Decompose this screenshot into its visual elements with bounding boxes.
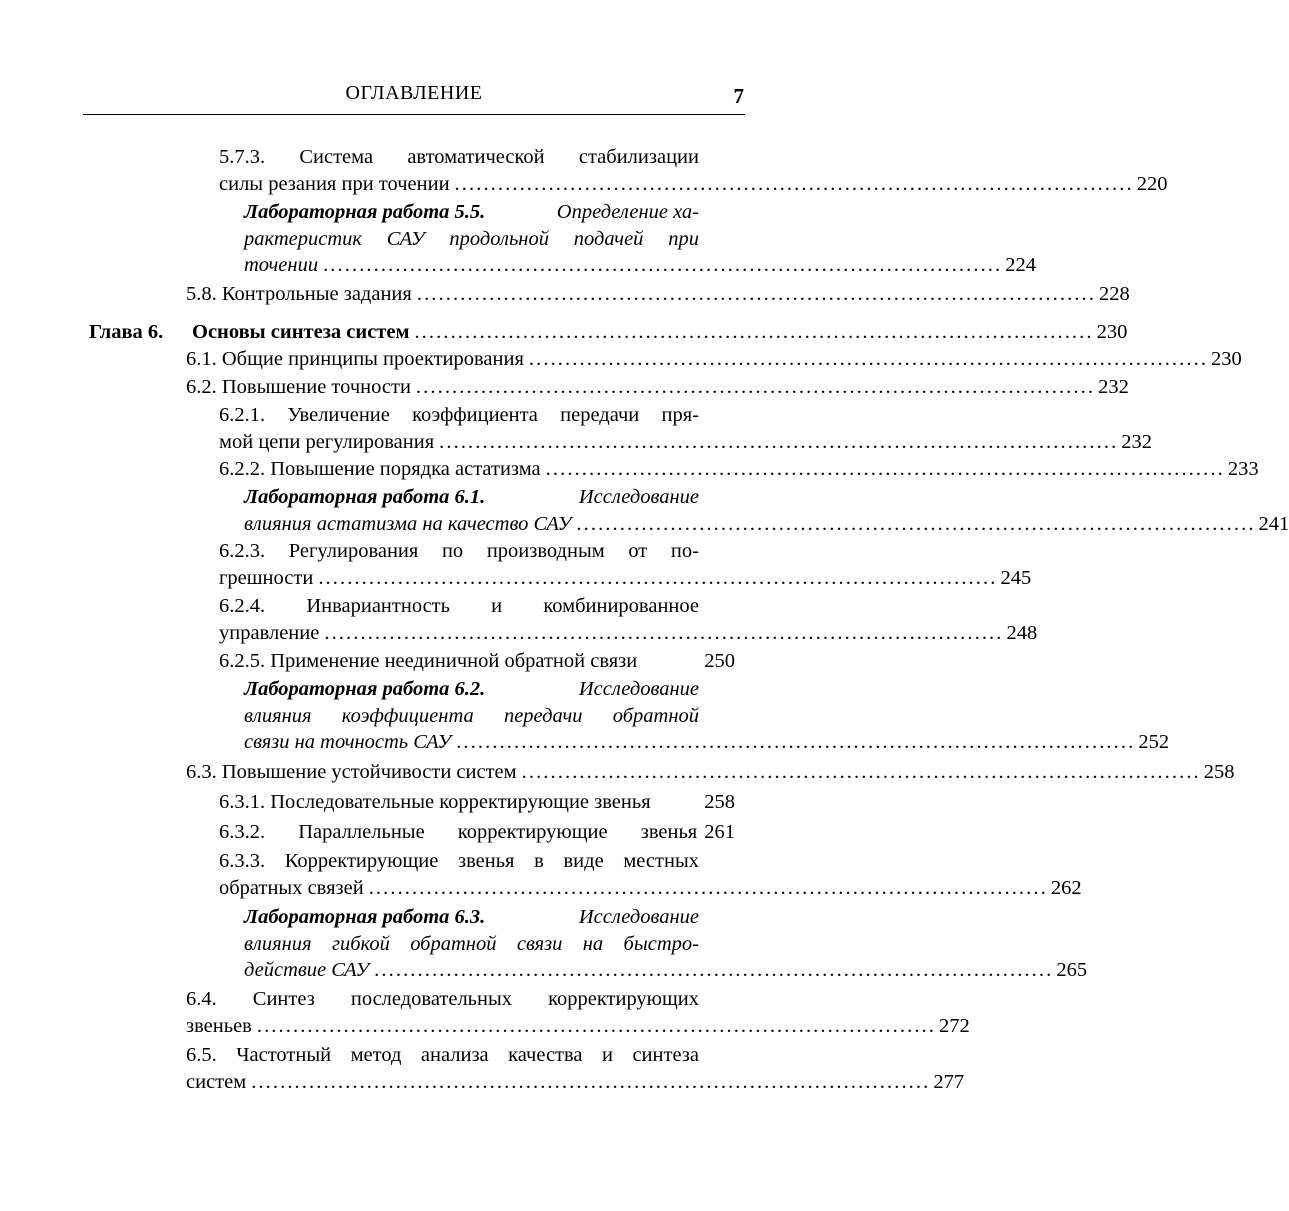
leader-dots: .............................................................................................. xyxy=(545,458,1225,480)
toc-entry-text: управление xyxy=(219,622,320,644)
word: на xyxy=(582,933,604,955)
toc-entry-text xyxy=(219,593,699,620)
toc-entry-text xyxy=(219,819,697,846)
toc-lab-6-2-cont2[interactable] xyxy=(244,729,1170,756)
page-number: 7 xyxy=(733,84,744,108)
toc-entry-5-7-3[interactable] xyxy=(219,144,699,171)
word: стабилизации xyxy=(578,146,699,168)
toc-chapter-6[interactable] xyxy=(89,319,1128,346)
word: коэффициента xyxy=(412,404,538,426)
toc-entry-5-7-3-cont[interactable] xyxy=(219,171,1168,198)
word: Инвариантность xyxy=(306,595,450,617)
toc-entry-line xyxy=(244,199,699,226)
leader-dots: .............................................................................................. xyxy=(528,348,1209,370)
toc-entry-text: силы резания при точении xyxy=(219,173,450,195)
toc-entry-line xyxy=(244,931,699,958)
toc-lab-6-1[interactable] xyxy=(244,484,699,511)
leader-dots: .............................................................................................. xyxy=(416,283,1096,305)
toc-entry-6-3[interactable] xyxy=(186,759,1235,786)
lab-subject: связи на точность САУ xyxy=(244,731,452,753)
toc-page-number: 258 xyxy=(704,791,735,813)
lab-title: Лабораторная работа 5.5. xyxy=(244,201,486,223)
toc-entry-line xyxy=(219,819,735,846)
toc-entry-6-2[interactable] xyxy=(186,374,1129,401)
toc-entry-line xyxy=(219,648,735,675)
toc-entry-text xyxy=(186,986,699,1013)
word: виде xyxy=(563,850,604,872)
toc-entry-line xyxy=(219,620,1038,647)
leader-dots: .............................................................................................. xyxy=(454,173,1134,195)
toc-entry-text: 6.1. Общие принципы проектирования xyxy=(186,348,524,370)
lab-title: Лабораторная работа 6.1. xyxy=(244,486,486,508)
toc-page-number: 261 xyxy=(704,821,735,843)
word: и xyxy=(491,595,503,617)
leader-dots: .............................................................................................. xyxy=(256,1015,937,1037)
toc-entry-text: 6.2.2. Повышение порядка астатизма xyxy=(219,458,541,480)
word: 6.2.3. xyxy=(219,540,266,562)
toc-lab-6-3-cont2[interactable] xyxy=(244,957,1088,984)
word: обратной xyxy=(410,933,497,955)
toc-entry-text: звеньев xyxy=(186,1015,252,1037)
leader-dots: .............................................................................................. xyxy=(368,877,1048,899)
toc-lab-6-2[interactable] xyxy=(244,676,699,703)
toc-entry-line xyxy=(186,346,1242,373)
toc-entry-6-4-cont[interactable] xyxy=(186,1013,970,1040)
word: передачи xyxy=(560,404,640,426)
toc-entry-line xyxy=(219,848,699,875)
toc-entry-6-2-3-cont[interactable] xyxy=(219,565,1032,592)
toc-entry-line xyxy=(244,676,699,703)
toc-entry-6-1[interactable] xyxy=(186,346,1242,373)
chapter-title: Основы синтеза систем xyxy=(192,321,410,343)
toc-page-number: 265 xyxy=(1056,959,1088,981)
word: синтеза xyxy=(632,1044,699,1066)
leader-dots: .............................................................................................. xyxy=(324,622,1004,644)
toc-entry-line xyxy=(186,1042,699,1069)
toc-page-number: 230 xyxy=(1211,348,1242,370)
word: корректирующих xyxy=(548,988,699,1010)
word: Синтез xyxy=(252,988,315,1010)
toc-entry-6-2-2[interactable] xyxy=(219,456,1259,483)
leader-dots: .............................................................................................. xyxy=(318,567,998,589)
toc-page-number: 232 xyxy=(1098,376,1129,398)
toc-lab-6-1-cont[interactable] xyxy=(244,511,1289,538)
toc-entry-text xyxy=(219,538,699,565)
word: 6.2.4. xyxy=(219,595,266,617)
toc-entry-6-3-3-cont[interactable] xyxy=(219,875,1082,902)
toc-entry-text: обратных связей xyxy=(219,877,364,899)
lab-subject: Исследование xyxy=(578,906,699,928)
word: 6.2.1. xyxy=(219,404,266,426)
lab-subject xyxy=(244,703,699,730)
word: 6.4. xyxy=(186,988,217,1010)
running-header-title: ОГЛАВЛЕНИЕ xyxy=(345,82,483,104)
lab-subject: точении xyxy=(244,254,319,276)
word: передачи xyxy=(503,705,583,727)
word: в xyxy=(534,850,544,872)
toc-lab-5-5[interactable] xyxy=(244,199,699,226)
toc-entry-text: мой цепи регулирования xyxy=(219,431,435,453)
toc-page-number: 232 xyxy=(1121,431,1153,453)
toc-entry-line xyxy=(244,957,1088,984)
toc-entry-line xyxy=(89,319,1128,346)
toc-entry-text: 6.3.1. Последовательные корректирующие звенья xyxy=(219,791,651,813)
word: и xyxy=(602,1044,613,1066)
lab-subject: влияния астатизма на качество САУ xyxy=(244,513,572,535)
toc-entry-text: грешности xyxy=(219,567,314,589)
leader-dots: .............................................................................................. xyxy=(415,376,1096,398)
toc-page-number: 224 xyxy=(1005,254,1036,276)
word: влияния xyxy=(244,933,312,955)
toc-page-number: 252 xyxy=(1138,731,1170,753)
lab-subject xyxy=(244,931,699,958)
toc-entry-line xyxy=(219,789,735,816)
toc-entry-6-5-cont[interactable] xyxy=(186,1069,965,1096)
word: по- xyxy=(670,540,699,562)
toc-entry-text xyxy=(219,144,699,171)
word: связи xyxy=(516,933,563,955)
word: продольной xyxy=(449,228,549,250)
toc-entry-6-3-2[interactable] xyxy=(219,819,735,846)
word: 6.3.2. xyxy=(219,821,266,843)
word: местных xyxy=(623,850,699,872)
leader-dots: .............................................................................................. xyxy=(521,761,1201,783)
toc-entry-line xyxy=(219,144,699,171)
toc-entry-text: систем xyxy=(186,1071,247,1093)
lab-subject: Исследование xyxy=(578,678,699,700)
word: 6.3.3. xyxy=(219,850,266,872)
toc-entry-text: 6.2.5. Применение неединичной обратной связи xyxy=(219,650,638,672)
toc-page-number: 277 xyxy=(933,1071,965,1093)
word: быстро- xyxy=(623,933,699,955)
toc-lab-5-5-cont[interactable] xyxy=(244,226,699,253)
word: метод xyxy=(350,1044,402,1066)
toc-entry-line xyxy=(186,1069,965,1096)
toc-entry-line xyxy=(244,226,699,253)
toc-entry-line xyxy=(244,252,1036,279)
word: Регулирования xyxy=(288,540,419,562)
toc-page-number: 241 xyxy=(1258,513,1289,535)
toc-page-number: 228 xyxy=(1099,283,1130,305)
word: от xyxy=(628,540,648,562)
toc-lab-6-3-cont[interactable] xyxy=(244,931,699,958)
word: Увеличение xyxy=(287,404,390,426)
toc-entry-line xyxy=(186,1013,970,1040)
toc-lab-6-3[interactable] xyxy=(244,904,699,931)
toc-entry-line xyxy=(219,593,699,620)
lab-subject: Определение ха- xyxy=(556,201,699,223)
leader-dots: .............................................................................................. xyxy=(439,431,1119,453)
toc-entry-6-2-5[interactable] xyxy=(219,648,735,675)
word: последовательных xyxy=(350,988,513,1010)
leader-dots: .............................................................................................. xyxy=(456,731,1136,753)
toc-entry-6-2-4-cont[interactable] xyxy=(219,620,1038,647)
leader-dots: .............................................................................................. xyxy=(414,321,1094,343)
word: рактеристик xyxy=(244,228,362,250)
word: анализа xyxy=(420,1044,489,1066)
toc-entry-line xyxy=(219,538,699,565)
word: звенья xyxy=(640,821,698,843)
toc-page-number: 258 xyxy=(1203,761,1235,783)
toc-entry-line xyxy=(244,904,699,931)
word: 6.5. xyxy=(186,1044,217,1066)
word: корректирующие xyxy=(457,821,608,843)
toc-page-number: 230 xyxy=(1096,321,1128,343)
toc-page-number: 245 xyxy=(1000,567,1032,589)
word: комбинированное xyxy=(543,595,699,617)
toc-entry-text xyxy=(186,1042,699,1069)
word: Частотный xyxy=(236,1044,332,1066)
toc-entry-text xyxy=(219,848,699,875)
toc-entry-6-3-1[interactable] xyxy=(219,789,735,816)
toc-entry-text xyxy=(219,402,699,429)
header-rule xyxy=(83,114,745,115)
toc-entry-text: 6.3. Повышение устойчивости систем xyxy=(186,761,517,783)
lab-title: Лабораторная работа 6.3. xyxy=(244,906,486,928)
word: обратной xyxy=(612,705,699,727)
toc-entry-text: 5.8. Контрольные задания xyxy=(186,283,412,305)
toc-entry-line xyxy=(244,729,1170,756)
toc-entry-line xyxy=(219,565,1032,592)
leader-dots: .............................................................................................. xyxy=(323,254,1003,276)
toc-entry-text: 6.2. Повышение точности xyxy=(186,376,411,398)
word: САУ xyxy=(386,228,425,250)
toc-page-number: 272 xyxy=(939,1015,970,1037)
toc-lab-6-2-cont[interactable] xyxy=(244,703,699,730)
toc-entry-6-2-1[interactable] xyxy=(219,402,699,429)
word: Система xyxy=(299,146,374,168)
toc-entry-line xyxy=(186,759,1235,786)
word: звенья xyxy=(457,850,515,872)
toc-entry-line xyxy=(219,429,1153,456)
toc-entry-line xyxy=(186,986,699,1013)
lab-title: Лабораторная работа 6.2. xyxy=(244,678,486,700)
word: Параллельные xyxy=(298,821,425,843)
lab-subject: действие САУ xyxy=(244,959,370,981)
toc-entry-line xyxy=(219,875,1082,902)
word: по xyxy=(441,540,464,562)
word: пря- xyxy=(661,404,699,426)
word: при xyxy=(668,228,699,250)
toc-entry-6-5[interactable] xyxy=(186,1042,699,1069)
lab-subject xyxy=(244,226,699,253)
leader-dots: .............................................................................................. xyxy=(576,513,1256,535)
word: качества xyxy=(508,1044,583,1066)
toc-entry-line xyxy=(186,281,1130,308)
word: коэффициента xyxy=(341,705,474,727)
toc-entry-5-8[interactable] xyxy=(186,281,1130,308)
word: производным xyxy=(486,540,605,562)
word: Корректирующие xyxy=(284,850,439,872)
toc-page-number: 248 xyxy=(1006,622,1038,644)
leader-dots: .............................................................................................. xyxy=(374,959,1054,981)
toc-entry-line xyxy=(186,374,1129,401)
toc-entry-line xyxy=(244,703,699,730)
lab-subject: Исследование xyxy=(578,486,699,508)
word: 5.7.3. xyxy=(219,146,266,168)
word: гибкой xyxy=(331,933,390,955)
toc-entry-line xyxy=(244,484,699,511)
word: подачей xyxy=(573,228,644,250)
toc-entry-line xyxy=(219,456,1259,483)
toc-entry-6-3-3[interactable] xyxy=(219,848,699,875)
toc-entry-line xyxy=(244,511,1289,538)
toc-entry-6-4[interactable] xyxy=(186,986,699,1013)
word: автоматической xyxy=(407,146,545,168)
toc-entry-line xyxy=(219,402,699,429)
toc-page-number: 233 xyxy=(1227,458,1259,480)
chapter-label: Глава 6. xyxy=(89,321,164,343)
toc-entry-line xyxy=(219,171,1168,198)
toc-entry-6-2-1-cont[interactable] xyxy=(219,429,1153,456)
toc-page-number: 262 xyxy=(1050,877,1082,899)
word: влияния xyxy=(244,705,312,727)
toc-entry-6-2-3[interactable] xyxy=(219,538,699,565)
toc-page-number: 250 xyxy=(704,650,735,672)
toc-page-number: 220 xyxy=(1136,173,1168,195)
leader-dots: .............................................................................................. xyxy=(251,1071,931,1093)
toc-lab-5-5-cont2[interactable] xyxy=(244,252,1036,279)
toc-entry-6-2-4[interactable] xyxy=(219,593,699,620)
